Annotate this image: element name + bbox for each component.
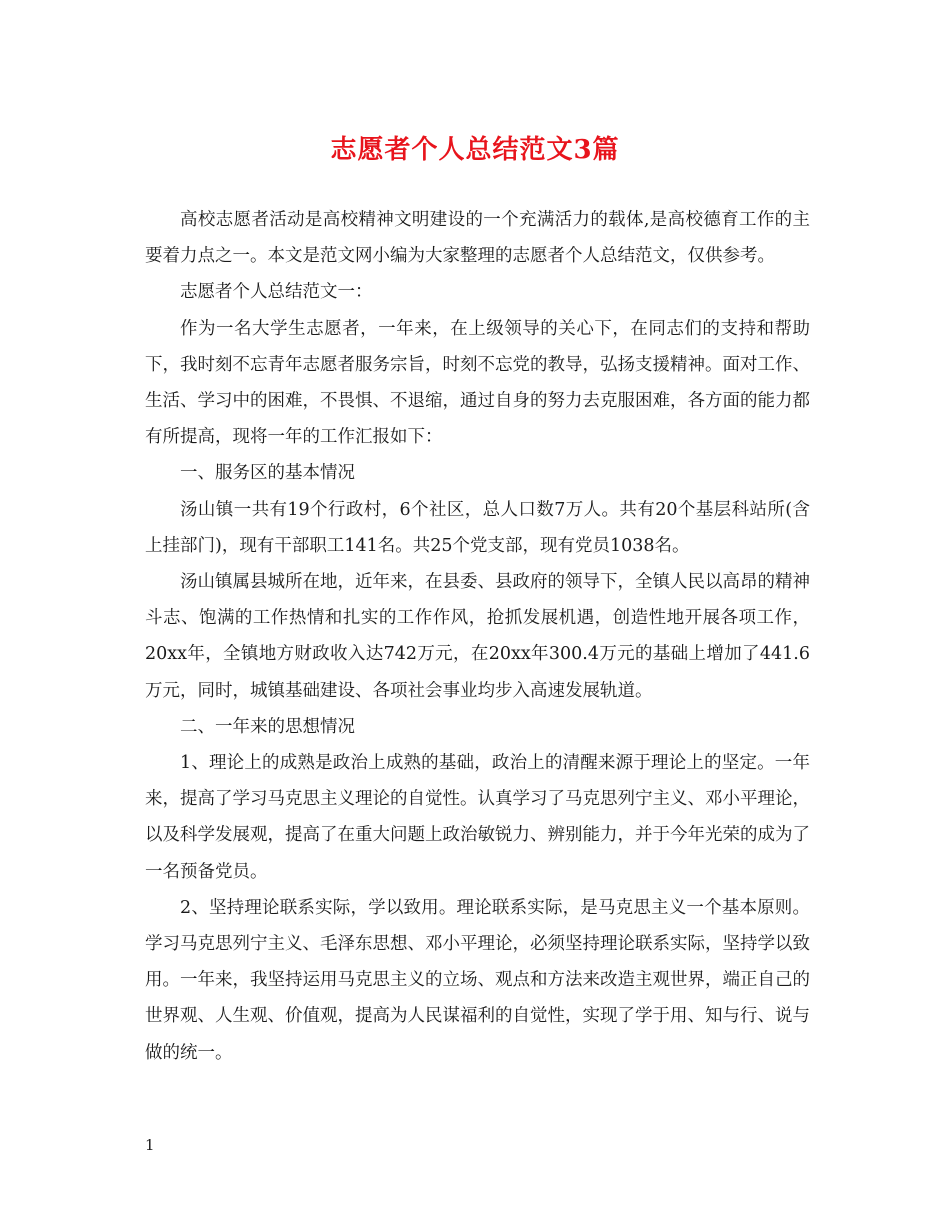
section-heading-sample-one: 志愿者个人总结范文一：: [180, 282, 373, 303]
paragraph-overview: 作为一名大学生志愿者，一年来，在上级领导的关心下，在同志们的支持和帮助下，我时刻不忘青年志愿者服务宗旨，时刻不忘党的教导，弘扬支援精神。面对工作、生活、学习中的困难，不畏惧、不退缩，通过自身的努力去克服困难，各方面的能力都有所提高，现将一年的工作汇报如下：: [145, 318, 810, 448]
paragraph-intro: 高校志愿者活动是高校精神文明建设的一个充满活力的载体,是高校德育工作的主要着力点之一。本文是范文网小编为大家整理的志愿者个人总结范文，仅供参考。: [145, 210, 810, 267]
section-heading-thoughts: 二、一年来的思想情况: [180, 716, 355, 737]
paragraph-theory-maturity: 1、理论上的成熟是政治上成熟的基础，政治上的清醒来源于理论上的坚定。一年来，提高了学习马克思主义理论的自觉性。认真学习了马克思列宁主义、邓小平理论，以及科学发展观，提高了在重大问题上政治敏锐力、辨别能力，并于今年光荣的成为了一名预备党员。: [145, 753, 810, 882]
document-body: [145, 202, 810, 1071]
paragraph-town-development: 汤山镇属县城所在地，近年来，在县委、县政府的领导下，全镇人民以高昂的精神斗志、饱满的工作热情和扎实的工作作风，抢抓发展机遇，创造性地开展各项工作，20xx年，全镇地方财政收入达742万元，在20xx年300.4万元的基础上增加了441.6万元，同时，城镇基础建设、各项社会事业均步入高速发展轨道。: [145, 572, 810, 701]
paragraph-town-stats: 汤山镇一共有19个行政村，6个社区，总人口数7万人。共有20个基层科站所(含上挂部门)，现有干部职工141名。共25个党支部，现有党员1038名。: [145, 499, 810, 556]
document-title: 志愿者个人总结范文3篇: [330, 135, 620, 165]
paragraph-theory-practice: 2、坚持理论联系实际，学以致用。理论联系实际，是马克思主义一个基本原则。学习马克思列宁主义、毛泽东思想、邓小平理论，必须坚持理论联系实际，坚持学以致用。一年来，我坚持运用马克思主义的立场、观点和方法来改造主观世界，端正自己的世界观、人生观、价值观，提高为人民谋福利的自觉性，实现了学于用、知与行、说与做的统一。: [145, 897, 810, 1063]
page-number: 1: [145, 1136, 155, 1154]
section-heading-service-area: 一、服务区的基本情况: [180, 463, 355, 484]
